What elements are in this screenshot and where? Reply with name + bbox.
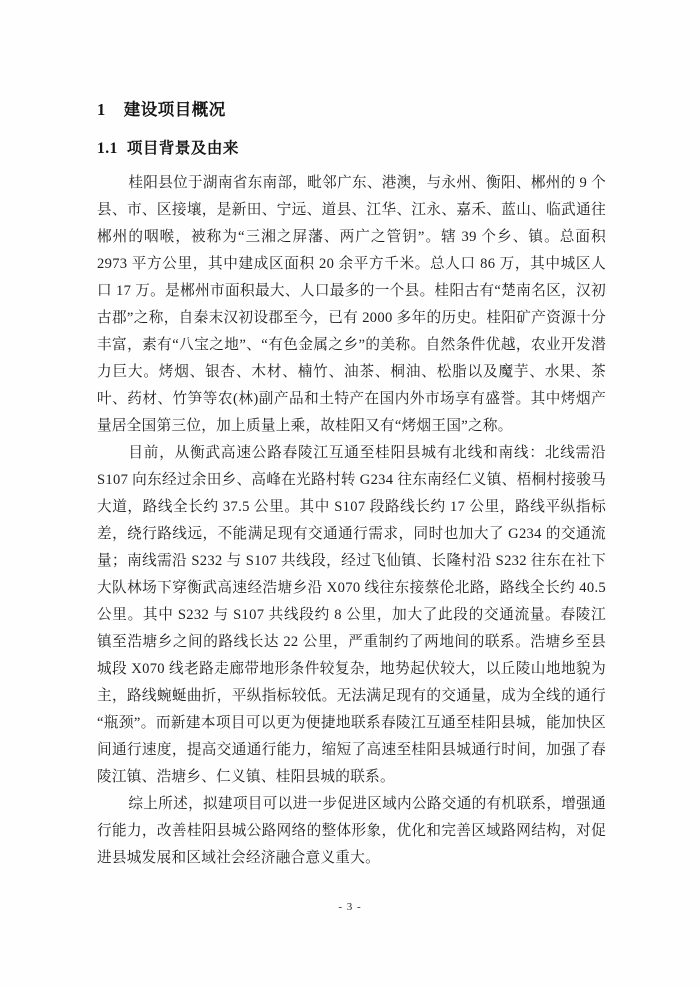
paragraph: 综上所述，拟建项目可以进一步促进区域内公路交通的有机联系，增强通行能力，改善桂阳县城公路网络的整体形象，优化和完善区域路网结构，对促进县城发展和区域社会经济融合意义重大。 <box>97 796 606 866</box>
section-title: 项目背景及由来 <box>126 140 239 157</box>
paragraph: 目前，从衡武高速公路春陵江互通至桂阳县城有北线和南线：北线需沿 S107 向东经过余田乡、高峰在光路村转 G234 往东南经仁义镇、梧桐村接骏马大道，路线全长约 37.5 公里。其中 S107 段路线长约 17 公里，路线平纵指标差，绕行路线远，不能满足现有交通通行需求，同时也加大了 G234 的交通流量；南线需沿 S232 与 S107 共线段，经过飞仙镇、长隆村沿 S232 往东在社下大队林场下穿衡武高速经浩塘乡沿 X070 线往东接蔡伦北路，路线全长约 40.5 公里。其中 S232 与 S107 共线段约 8 公里，加大了此段的交通流量。春陵江镇至浩塘乡之间的路线长达 22 公里，严重制约了两地间的联系。浩塘乡至县城段 X070 线老路走廊带地形条件较复杂，地势起伏较大，以丘陵山地地貌为主，路线蜿蜒曲折，平纵指标较低。无法满足现有的交通量，成为全线的通行“瓶颈”。而新建本项目可以更为便捷地联系春陵江互通至桂阳县城，能加快区间通行速度，提高交通通行能力，缩短了高速至桂阳县城通行时间，加强了春陵江镇、浩塘乡、仁义镇、桂阳县城的联系。 <box>97 445 606 785</box>
chapter-number: 1 <box>97 100 106 119</box>
paragraph: 桂阳县位于湖南省东南部，毗邻广东、港澳，与永州、衡阳、郴州的 9 个县、市、区接壤，是新田、宁远、道县、江华、江永、嘉禾、蓝山、临武通往郴州的咽喉，被称为“三湘之屏藩、两广之管钥”。辖 39 个乡、镇。总面积 2973 平方公里，其中建成区面积 20 余平方千米。总人口 86 万，其中城区人口 17 万。是郴州市面积最大、人口最多的一个县。桂阳古有“楚南名区，汉初古郡”之称，自秦末汉初设郡至今，已有 2000 多年的历史。桂阳矿产资源十分丰富，素有“八宝之地”、“有色金属之乡”的美称。自然条件优越，农业开发潜力巨大。烤烟、银杏、木材、楠竹、油茶、桐油、松脂以及魔芋、水果、茶叶、药材、竹笋等农(林)副产品和土特产在国内外市场享有盛誉。其中烤烟产量居全国第三位，加上质量上乘，故桂阳又有“烤烟王国”之称。 <box>97 175 606 434</box>
chapter-title: 建设项目概况 <box>123 100 226 119</box>
body-text <box>97 170 606 872</box>
chapter-heading <box>97 96 606 120</box>
document-content <box>97 96 606 872</box>
section-number: 1.1 <box>97 140 118 157</box>
page-number: - 3 - <box>338 901 362 913</box>
section-heading <box>97 136 606 158</box>
